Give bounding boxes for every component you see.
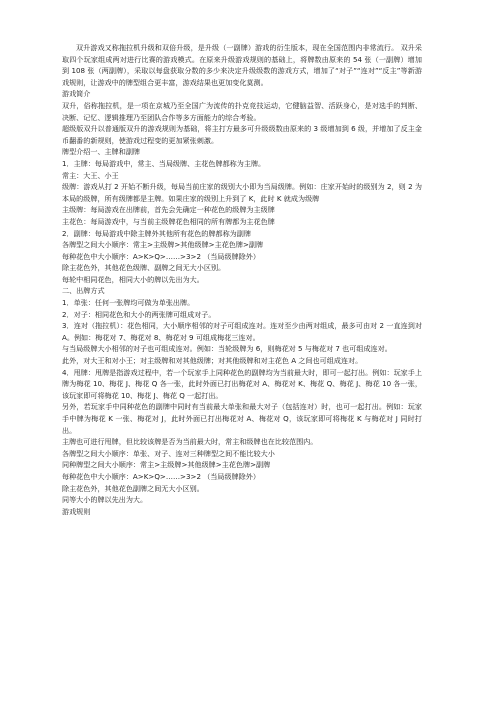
paragraph: 常主：大王、小王 [62, 170, 119, 180]
paragraph: 每种花色中大小顺序：A>K>Q>……>3>2 （当局级牌除外） [62, 251, 260, 261]
section-heading-intro: 游戏简介 [62, 89, 91, 99]
paragraph: 每种花色中大小顺序：A>K>Q>……>3>2 （当局级牌除外） [62, 471, 260, 481]
section-heading-play-modes: 二、出牌方式 [62, 286, 105, 296]
paragraph: 同等大小的牌以先出为大。 [62, 495, 148, 505]
section-heading-rules: 游戏规则 [62, 506, 91, 516]
paragraph: 各牌型之间大小顺序：常主>主级牌>其他级牌>主花色牌>副牌 [62, 240, 264, 250]
paragraph: 1．主牌：每局游戏中，常主、当局级牌、主花色牌都称为主牌。 [62, 158, 266, 168]
paragraph: 3．连对（拖拉机）：花色相同，大小顺序相邻的对子可组成连对。连对至少由两对组成，最多可由对 2 一直连到对 A。例如：梅花对 7、梅花对 8、梅花对 9 可组成梅花三连对。 [62, 321, 422, 342]
paragraph: 1．单张：任何一张牌均可做为单张出牌。 [62, 298, 195, 308]
intro-paragraph: 双升游戏又称拖拉机升级和双倍升级，是升级（一副牌）游戏的衍生版本，现在全国范围内非常流行。 双升采取四个玩家组成两对进行比赛的游戏模式。在原来升级游戏规则的基础上，将牌数由原来的 54 张（一副牌）增加到 108 张（两副牌），采取以每盘获取分数的多少来决定升级级数的游戏方式，增加了“对子”“连对”“反主”等新游戏规则，让游戏中的牌型组合更丰富，游戏结果也更加变化莫测。 [62, 43, 422, 87]
paragraph: 除主花色外，其他花色级牌、副牌之间无大小区别。 [62, 263, 226, 273]
paragraph: 主花色：每局游戏中，与当前主级牌花色相同的所有牌都为主花色牌 [62, 216, 275, 226]
paragraph: 级牌：游戏从打 2 开始不断升级，每局当前庄家的级别大小即为当局级牌。例如：庄家开始时的级别为 2，则 2 为本局的级牌，所有级牌都是主牌。如果庄家的级别上升到了 K，此时 K 就成为级牌 [62, 182, 422, 203]
paragraph: 主级牌：每局游戏在出牌前，首先会先确定一种花色的级牌为主级牌 [62, 205, 275, 215]
paragraph: 主牌也可进行甩牌，但比较该牌是否为当前最大时，常主和级牌也在比较范围内。 [62, 437, 318, 447]
paragraph: 每轮中相同花色，相同大小的牌以先出为大。 [62, 274, 204, 284]
paragraph: 2．对子：相同花色和大小的两张牌可组成对子。 [62, 309, 216, 319]
paragraph: 此外，对大王和对小王；对主级牌和对其他级牌；对其他级牌和对主花色 A 之间也可组成连对。 [62, 356, 363, 366]
paragraph: 4．甩牌：甩牌是指游戏过程中，若一个玩家手上同种花色的副牌均为当前最大时，即可一起打出。例如：玩家手上牌为梅花 10、梅花 J、梅花 Q 各一张，此时外面已打出梅花对 A、梅花对 K、梅花 Q、梅花 J、梅花 10 各一张，该玩家即可将梅花 10、梅花 J、梅花 Q 一起打出。 [62, 367, 422, 400]
document-body [62, 42, 422, 517]
paragraph: 双升，俗称拖拉机，是一项在京城乃至全国广为流传的扑克竞技运动，它健脑益智、活跃身心，是对选手的判断、决断、记忆、逻辑推理乃至团队合作等多方面能力的综合考验。 [62, 100, 422, 122]
paragraph: 同种牌型之间大小顺序：常主>主级牌>其他级牌>主花色牌>副牌 [62, 460, 271, 470]
paragraph: 2．副牌：每局游戏中除主牌外其他所有花色的牌都称为副牌 [62, 228, 251, 238]
paragraph: 超级版双升以普通版双升的游戏规则为基础，将主打方最多可升级级数由原来的 3 级增加到 6 级，并增加了反主金币翻番的新规则，使游戏过程变的更加紧张刺激。 [62, 124, 422, 145]
paragraph: 各牌型之间大小顺序：单张、对子、连对三种牌型之间不能比较大小 [62, 448, 275, 458]
paragraph: 与当局级牌大小相邻的对子也可组成连对。例如：当轮级牌为 6，则梅花对 5 与梅花对 7 也可组成连对。 [62, 344, 392, 354]
paragraph: 除主花色外，其他花色副牌之间无大小区别。 [62, 483, 204, 493]
section-heading-card-types: 牌型介绍一、主牌和副牌 [62, 147, 141, 157]
paragraph: 另外，若玩家手中同种花色的副牌中同时有当前最大单张和最大对子（包括连对）时，也可一起打出。例如：玩家手中牌为梅花 K 一张、梅花对 J，此时外面已打出梅花对 A、梅花对 Q，该玩家即可将梅花 K 与梅花对 J 同时打出。 [62, 402, 422, 435]
